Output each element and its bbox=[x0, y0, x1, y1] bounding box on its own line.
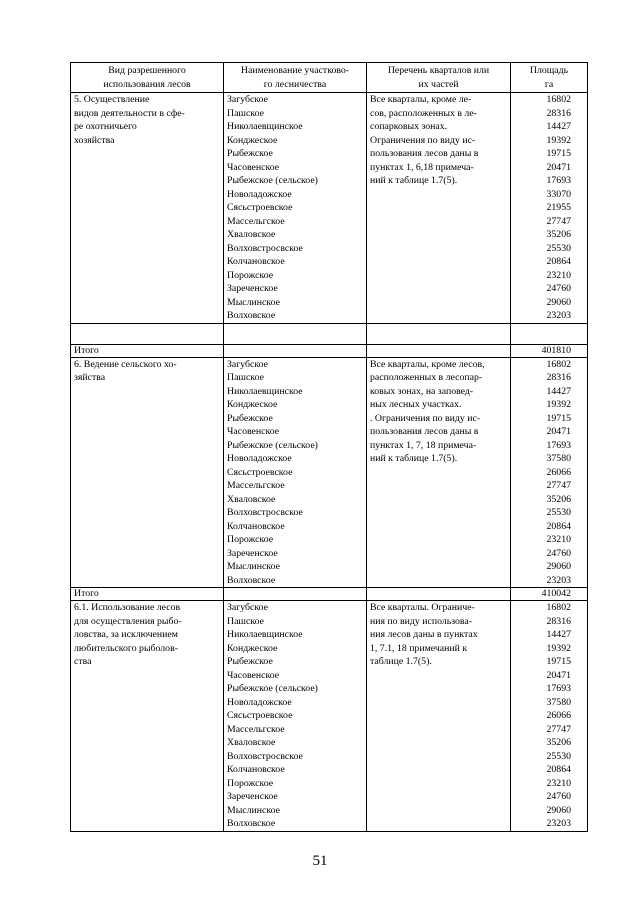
quarters-line: пользования лесов даны в bbox=[370, 148, 479, 159]
empty-cell bbox=[224, 323, 367, 344]
total-label: Итого bbox=[71, 344, 224, 357]
area-value: 20864 bbox=[546, 256, 571, 267]
empty-cell bbox=[367, 344, 511, 357]
area-value: 25530 bbox=[546, 242, 571, 254]
area-value: 29060 bbox=[546, 561, 571, 572]
area-value: 20864 bbox=[546, 520, 571, 532]
forestry-name: Пашское bbox=[227, 615, 264, 627]
area-value: 37580 bbox=[546, 453, 571, 464]
use-type-line: ре охотничьего bbox=[74, 121, 137, 132]
forestry-name: Новоладожское bbox=[227, 188, 292, 200]
area-value: 23210 bbox=[546, 269, 571, 281]
area-value: 23203 bbox=[546, 310, 571, 321]
area-value: 14427 bbox=[546, 385, 571, 397]
area-value: 14427 bbox=[546, 121, 571, 132]
area-value: 19715 bbox=[546, 148, 571, 159]
quarters-line: ния по виду использова- bbox=[370, 615, 473, 627]
forestry-name: Пашское bbox=[227, 107, 264, 119]
forestry-name: Волховстросвское bbox=[227, 242, 303, 254]
header-line: Наименование участково- bbox=[240, 65, 350, 76]
forestry-name: Загубское bbox=[227, 602, 269, 613]
quarters-line: ний к таблице 1.7(5). bbox=[370, 175, 458, 186]
forestry-name: Рыбежское bbox=[227, 656, 273, 667]
forestry-name: Конджеское bbox=[227, 399, 278, 410]
area-value: 35206 bbox=[546, 737, 571, 748]
area-value: 26066 bbox=[546, 466, 571, 478]
area-value: 20864 bbox=[546, 764, 571, 775]
header-line: Перечень кварталов или bbox=[387, 65, 490, 76]
empty-cell bbox=[224, 344, 367, 357]
use-type-cell bbox=[71, 357, 224, 588]
forestry-name: Зареченское bbox=[227, 283, 278, 294]
empty-cell bbox=[511, 323, 588, 344]
forestry-names-cell bbox=[224, 93, 367, 324]
quarters-line: пользования лесов даны в bbox=[370, 426, 479, 437]
empty-cell bbox=[224, 588, 367, 601]
quarters-line: Все кварталы, кроме ле- bbox=[370, 94, 472, 105]
forestry-name: Мыслинское bbox=[227, 804, 280, 816]
area-value: 23210 bbox=[546, 777, 571, 789]
section-row bbox=[71, 93, 588, 324]
area-value: 37580 bbox=[546, 696, 571, 708]
use-type-line: ловства, за исключением bbox=[74, 629, 178, 640]
use-type-cell bbox=[71, 601, 224, 832]
empty-cell bbox=[71, 323, 224, 344]
quarters-line: ковых зонах, на заповед- bbox=[370, 385, 474, 397]
forestry-name: Зареченское bbox=[227, 791, 278, 802]
forestry-name: Колчановское bbox=[227, 764, 285, 775]
area-value: 27747 bbox=[546, 723, 571, 735]
quarters-line: 1, 7.1, 18 примечаний к bbox=[370, 642, 468, 654]
forestry-name: Рыбежское bbox=[227, 412, 273, 424]
quarters-line: Ограничения по виду ис- bbox=[370, 134, 476, 146]
area-value: 14427 bbox=[546, 629, 571, 640]
forestry-name: Пашское bbox=[227, 372, 264, 383]
forestry-name: Порожское bbox=[227, 534, 274, 545]
total-label: Итого bbox=[71, 588, 224, 601]
forestry-name: Волховское bbox=[227, 310, 276, 321]
quarters-line: . Ограничения по виду ис- bbox=[370, 412, 481, 424]
area-value: 19715 bbox=[546, 412, 571, 424]
area-value: 21955 bbox=[546, 202, 571, 213]
quarters-line: пунктах 1, 7, 18 примеча- bbox=[370, 439, 477, 451]
header-line: га bbox=[544, 78, 554, 90]
total-row bbox=[71, 588, 588, 601]
header-forestry-name bbox=[224, 63, 367, 93]
header-quarters-list bbox=[367, 63, 511, 93]
header-line: использования лесов bbox=[103, 78, 191, 90]
forestry-name: Новоладожское bbox=[227, 453, 292, 464]
area-value: 16802 bbox=[546, 602, 571, 613]
quarters-line: расположенных в лесопар- bbox=[370, 372, 483, 383]
area-cell bbox=[511, 601, 588, 832]
use-type-line: 5. Осуществление bbox=[74, 94, 150, 105]
use-type-line: любительского рыболов- bbox=[74, 642, 178, 654]
forestry-name: Загубское bbox=[227, 94, 269, 105]
use-type-cell bbox=[71, 93, 224, 324]
quarters-line: таблице 1.7(5). bbox=[370, 656, 432, 667]
area-cell bbox=[511, 93, 588, 324]
area-value: 25530 bbox=[546, 750, 571, 762]
forestry-name: Часовенское bbox=[227, 161, 280, 173]
forestry-name: Массельгское bbox=[227, 723, 285, 735]
area-value: 28316 bbox=[546, 372, 571, 383]
quarters-line: Все кварталы. Ограниче- bbox=[370, 602, 475, 613]
use-type-line: видов деятельности в сфе- bbox=[74, 107, 185, 119]
forestry-name: Волховстросвское bbox=[227, 507, 303, 518]
empty-cell bbox=[367, 323, 511, 344]
quarters-line: Все кварталы, кроме лесов, bbox=[370, 358, 485, 370]
forestry-name: Николаевщинское bbox=[227, 385, 303, 397]
quarters-line: сопарковых зонах. bbox=[370, 121, 448, 132]
forestry-name: Хваловское bbox=[227, 493, 276, 505]
area-value: 17693 bbox=[546, 439, 571, 451]
total-row bbox=[71, 344, 588, 357]
forestry-name: Николаевщинское bbox=[227, 121, 303, 132]
forestry-name: Часовенское bbox=[227, 426, 280, 437]
area-cell bbox=[511, 357, 588, 588]
forestry-name: Рыбежское bbox=[227, 148, 273, 159]
header-line: го лесничества bbox=[263, 78, 327, 90]
area-value: 26066 bbox=[546, 710, 571, 721]
area-value: 20471 bbox=[546, 426, 571, 437]
quarters-cell bbox=[367, 357, 511, 588]
header-area bbox=[511, 63, 588, 93]
use-type-line: 6.1. Использование лесов bbox=[74, 602, 181, 613]
forestry-name: Конджеское bbox=[227, 134, 278, 146]
header-line: Площадь bbox=[529, 65, 569, 76]
area-value: 17693 bbox=[546, 683, 571, 694]
area-value: 19392 bbox=[546, 134, 571, 146]
forestry-name: Массельгское bbox=[227, 480, 285, 491]
section-row bbox=[71, 357, 588, 588]
area-value: 28316 bbox=[546, 107, 571, 119]
use-type-line: ства bbox=[74, 656, 92, 667]
forestry-name: Рыбежское (сельское) bbox=[227, 175, 318, 186]
area-value: 24760 bbox=[546, 547, 571, 559]
area-value: 27747 bbox=[546, 215, 571, 227]
area-value: 25530 bbox=[546, 507, 571, 518]
forestry-name: Порожское bbox=[227, 269, 274, 281]
forestry-name: Рыбежское (сельское) bbox=[227, 683, 318, 694]
forestry-name: Рыбежское (сельское) bbox=[227, 439, 318, 451]
forestry-name: Волховское bbox=[227, 574, 276, 586]
forestry-name: Сясьстроевское bbox=[227, 710, 293, 721]
quarters-line: ных лесных участках. bbox=[370, 399, 462, 410]
area-value: 35206 bbox=[546, 493, 571, 505]
area-value: 27747 bbox=[546, 480, 571, 491]
header-line: Вид разрешенного bbox=[108, 65, 186, 76]
forestry-name: Волховское bbox=[227, 818, 276, 829]
forestry-names-cell bbox=[224, 601, 367, 832]
area-value: 35206 bbox=[546, 229, 571, 240]
forestry-name: Волховстросвское bbox=[227, 750, 303, 762]
quarters-cell bbox=[367, 93, 511, 324]
quarters-line: сов, расположенных в ле- bbox=[370, 107, 477, 119]
table-header-row bbox=[71, 63, 588, 93]
total-value: 410042 bbox=[511, 588, 588, 601]
area-value: 16802 bbox=[546, 358, 571, 370]
page-number: 51 bbox=[312, 853, 328, 869]
forestry-name: Порожское bbox=[227, 777, 274, 789]
forestry-name: Новоладожское bbox=[227, 696, 292, 708]
total-value: 401810 bbox=[511, 344, 588, 357]
forestry-names-cell bbox=[224, 357, 367, 588]
area-value: 19392 bbox=[546, 642, 571, 654]
area-value: 29060 bbox=[546, 296, 571, 308]
forestry-name: Хваловское bbox=[227, 737, 276, 748]
area-value: 23203 bbox=[546, 818, 571, 829]
area-value: 19715 bbox=[546, 656, 571, 667]
quarters-cell bbox=[367, 601, 511, 832]
forestry-name: Сясьстроевское bbox=[227, 466, 293, 478]
forestry-name: Конджеское bbox=[227, 642, 278, 654]
area-value: 23210 bbox=[546, 534, 571, 545]
area-value: 16802 bbox=[546, 94, 571, 105]
forestry-name: Часовенское bbox=[227, 669, 280, 681]
forestry-name: Колчановское bbox=[227, 256, 285, 267]
forestry-name: Колчановское bbox=[227, 520, 285, 532]
forestry-name: Мыслинское bbox=[227, 561, 280, 572]
area-value: 20471 bbox=[546, 161, 571, 173]
forestry-name: Хваловское bbox=[227, 229, 276, 240]
spacer-row bbox=[71, 323, 588, 344]
section-row bbox=[71, 601, 588, 832]
forestry-name: Сясьстроевское bbox=[227, 202, 293, 213]
area-value: 28316 bbox=[546, 615, 571, 627]
quarters-line: ния лесов даны в пунктах bbox=[370, 629, 478, 640]
area-value: 23203 bbox=[546, 574, 571, 586]
area-value: 24760 bbox=[546, 791, 571, 802]
forestry-name: Мыслинское bbox=[227, 296, 280, 308]
forest-use-table bbox=[70, 62, 588, 832]
quarters-line: пунктах 1, 6,18 примеча- bbox=[370, 161, 474, 173]
empty-cell bbox=[367, 588, 511, 601]
use-type-line: для осуществления рыбо- bbox=[74, 615, 182, 627]
header-use-type bbox=[71, 63, 224, 93]
area-value: 33070 bbox=[546, 188, 571, 200]
area-value: 17693 bbox=[546, 175, 571, 186]
area-value: 20471 bbox=[546, 669, 571, 681]
use-type-line: хозяйства bbox=[74, 134, 115, 146]
area-value: 24760 bbox=[546, 283, 571, 294]
use-type-line: зяйства bbox=[74, 372, 106, 383]
forestry-name: Массельгское bbox=[227, 215, 285, 227]
table-body bbox=[71, 93, 588, 832]
forestry-name: Зареченское bbox=[227, 547, 278, 559]
forestry-name: Загубское bbox=[227, 358, 269, 370]
forestry-name: Николаевщинское bbox=[227, 629, 303, 640]
use-type-line: 6. Ведение сельского хо- bbox=[74, 358, 177, 370]
quarters-line: ний к таблице 1.7(5). bbox=[370, 453, 458, 464]
area-value: 19392 bbox=[546, 399, 571, 410]
header-line: их частей bbox=[418, 78, 459, 90]
area-value: 29060 bbox=[546, 804, 571, 816]
